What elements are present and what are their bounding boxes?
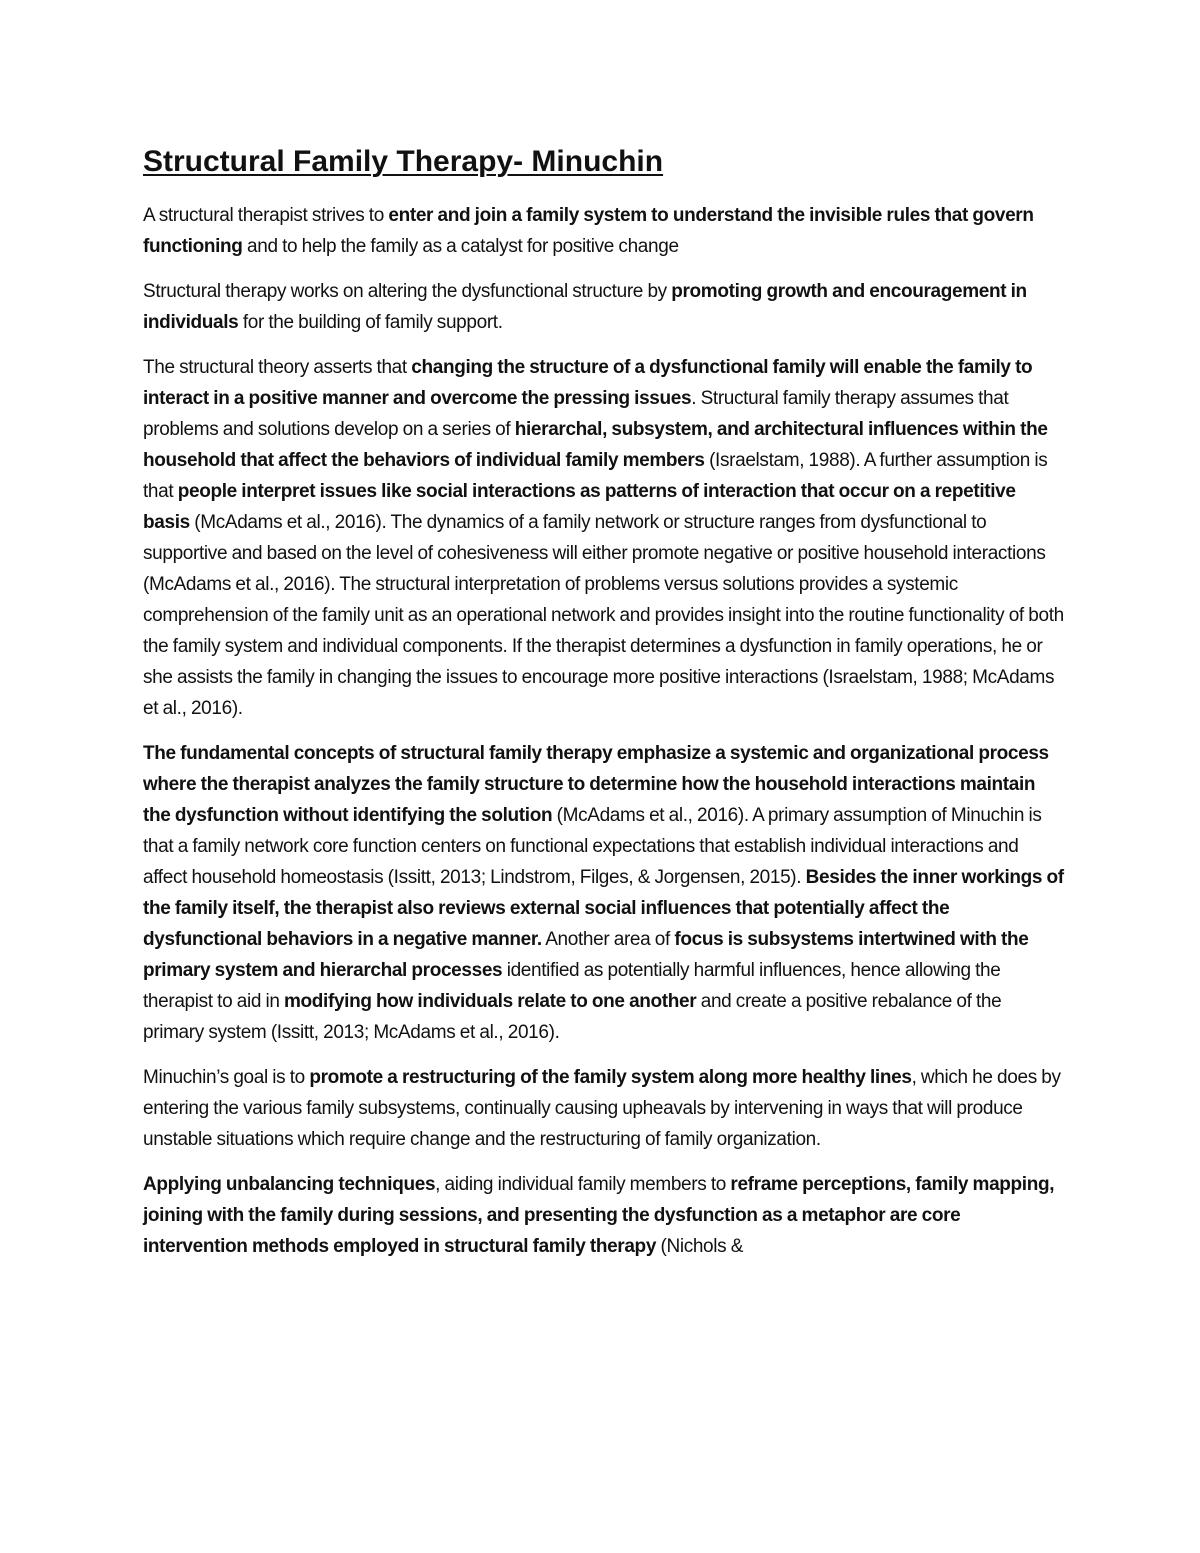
bold-text-run: Applying unbalancing techniques: [143, 1174, 436, 1195]
bold-text-run: enter and join a family system to understand the invisible rules that govern functioning: [143, 205, 1034, 257]
text-run: (McAdams et al., 2016). The dynamics of a family network or structure ranges from dysfunctional to supportive and based on the level of cohesiveness will either promote negative or positive household interactions (McAdams et al., 2016). The structural interpretation of problems versus solutions provides a systemic comprehension of the family unit as an operational network and provides insight into the routine functionality of both the family system and individual components. If the therapist determines a dysfunction in family operations, he or she assists the family in changing the issues to encourage more positive interactions (Israelstam, 1988; McAdams et al., 2016).: [143, 512, 1064, 719]
paragraph-fundamental-concepts: [143, 738, 1065, 1048]
text-run: . Structural family therapy assumes that problems and solutions develop on a series of: [143, 388, 1009, 440]
paragraph-intervention-methods: [143, 1169, 1065, 1262]
text-run: Minuchin’s goal is to: [143, 1067, 310, 1088]
text-run: Structural therapy works on altering the dysfunctional structure by: [143, 281, 672, 302]
text-run: and create a positive rebalance of the primary system (Issitt, 2013; McAdams et al., 2016).: [143, 991, 1002, 1043]
bold-text-run: hierarchal, subsystem, and architectural influences within the household that affect the behaviors of individual family members: [143, 419, 1048, 471]
text-run: for the building of family support.: [238, 312, 503, 333]
text-run: identified as potentially harmful influences, hence allowing the therapist to aid in: [143, 960, 1001, 1012]
text-run: Another area of: [541, 929, 675, 950]
text-run: The structural theory asserts that: [143, 357, 412, 378]
bold-text-run: focus is subsystems intertwined with the primary system and hierarchal processes: [143, 929, 1029, 981]
bold-text-run: modifying how individuals relate to one another: [283, 991, 697, 1012]
bold-text-run: promoting growth and encouragement in individuals: [143, 281, 1027, 333]
document-page: [143, 138, 1065, 1276]
bold-text-run: The fundamental concepts of structural family therapy emphasize a systemic and organizational process where the therapist analyzes the family structure to determine how the household interactions maintain the dysfunction without identifying the solution: [143, 743, 1049, 826]
text-run: , which he does by entering the various family subsystems, continually causing upheavals by intervening in ways that will produce unstable situations which require change and the restructuring of family organization.: [143, 1067, 1061, 1150]
document-title: Structural Family Therapy- Minuchin: [143, 145, 664, 178]
bold-text-run: reframe perceptions, family mapping, joining with the family during sessions, and presenting the dysfunction as a metaphor are core intervention methods employed in structural family therapy: [143, 1174, 1055, 1257]
text-run: (McAdams et al., 2016). A primary assumption of Minuchin is that a family network core function centers on functional expectations that establish individual interactions and affect household homeostasis (Issitt, 2013; Lindstrom, Filges, & Jorgensen, 2015).: [143, 805, 1042, 888]
bold-text-run: changing the structure of a dysfunctional family will enable the family to interact in a positive manner and overcome the pressing issues: [143, 357, 1033, 409]
text-run: , aiding individual family members to: [435, 1174, 731, 1195]
bold-text-run: people interpret issues like social interactions as patterns of interaction that occur on a repetitive basis: [143, 481, 1016, 533]
text-run: A structural therapist strives to: [143, 205, 389, 226]
text-run: and to help the family as a catalyst for positive change: [242, 236, 679, 257]
paragraph-intro: [143, 200, 1065, 262]
paragraph-altering-structure: [143, 276, 1065, 338]
bold-text-run: promote a restructuring of the family system along more healthy lines: [309, 1067, 912, 1088]
paragraph-structural-theory: [143, 352, 1065, 724]
paragraph-minuchin-goal: [143, 1062, 1065, 1155]
text-run: (Israelstam, 1988). A further assumption is that: [143, 450, 1048, 502]
text-run: (Nichols &: [656, 1236, 744, 1257]
bold-text-run: Besides the inner workings of the family itself, the therapist also reviews external social influences that potentially affect the dysfunctional behaviors in a negative manner.: [143, 867, 1064, 950]
